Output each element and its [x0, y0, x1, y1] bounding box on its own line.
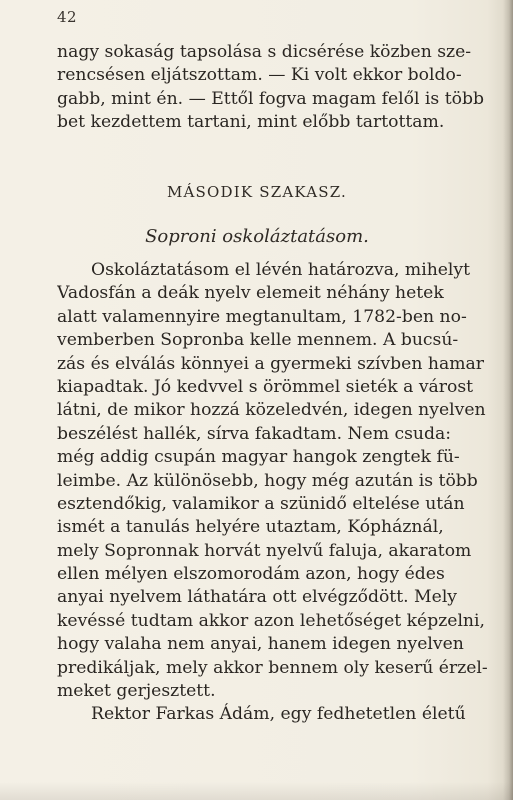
text-line: meket gerjesztett. — [57, 681, 216, 702]
text-line: ismét a tanulás helyére utaztam, Kópháznál, — [57, 517, 444, 538]
text-line: gabb, mint én. — Ettől fogva magam felől is több — [57, 88, 484, 109]
text-line: Oskoláztatásom el lévén határozva, mihelyt — [91, 260, 471, 280]
text-line: ellen mélyen elszomorodám azon, hogy édes — [57, 564, 445, 585]
text-line: látni, de mikor hozzá közeledvén, idegen nyelven — [57, 400, 486, 421]
text-line: mely Sopronnak horvát nyelvű faluja, akaratom — [57, 540, 472, 561]
text-line: beszélést hallék, sírva fakadtam. Nem csuda: — [57, 423, 452, 444]
text-line: nagy sokaság tapsolása s dicsérése közben sze- — [57, 42, 472, 62]
text-line: Vadosfán a deák nyelv elemeit néhány hetek — [57, 283, 444, 304]
text-line: bet kezdettem tartani, mint előbb tartottam. — [57, 112, 445, 133]
text-line: Rektor Farkas Ádám, egy fedhetetlen életű — [91, 704, 466, 725]
text-line: predikáljak, mely akkor bennem oly keserű érzel- — [57, 657, 488, 678]
text-line: alatt valamennyire megtanultam, 1782-ben no- — [57, 306, 467, 327]
page-bottom-shade — [0, 782, 513, 800]
page-number: 42 — [57, 8, 78, 26]
text-line: vemberben Sopronba kelle mennem. A bucsú- — [57, 330, 459, 351]
text-line: leimbe. Az különösebb, hogy még azután is több — [57, 470, 478, 491]
text-line: zás és elválás könnyei a gyermeki szívben hamar — [57, 353, 484, 374]
section-heading: MÁSODIK SZAKASZ. — [166, 183, 348, 201]
text-line: esztendőkig, valamikor a szünidő eltelése után — [57, 493, 465, 514]
text-line: kevéssé tudtam akkor azon lehetőséget képzelni, — [57, 610, 485, 631]
text-line: anyai nyelvem láthatára ott elvégződött. Mely — [57, 587, 458, 608]
text-line: rencsésen eljátszottam. — Ki volt ekkor boldo- — [57, 65, 462, 86]
paragraph-main — [57, 259, 503, 727]
text-line: kiapadtak. Jó kedvvel s örömmel sieték a várost — [57, 376, 474, 397]
text-line: hogy valaha nem anyai, hanem idegen nyelven — [57, 634, 464, 655]
section-subtitle: Soproni oskoláztatásom. — [145, 226, 369, 247]
page-edge-shadow — [503, 0, 513, 800]
text-line: még addig csupán magyar hangok zengtek fü- — [57, 447, 460, 468]
paragraph-top — [57, 41, 503, 135]
